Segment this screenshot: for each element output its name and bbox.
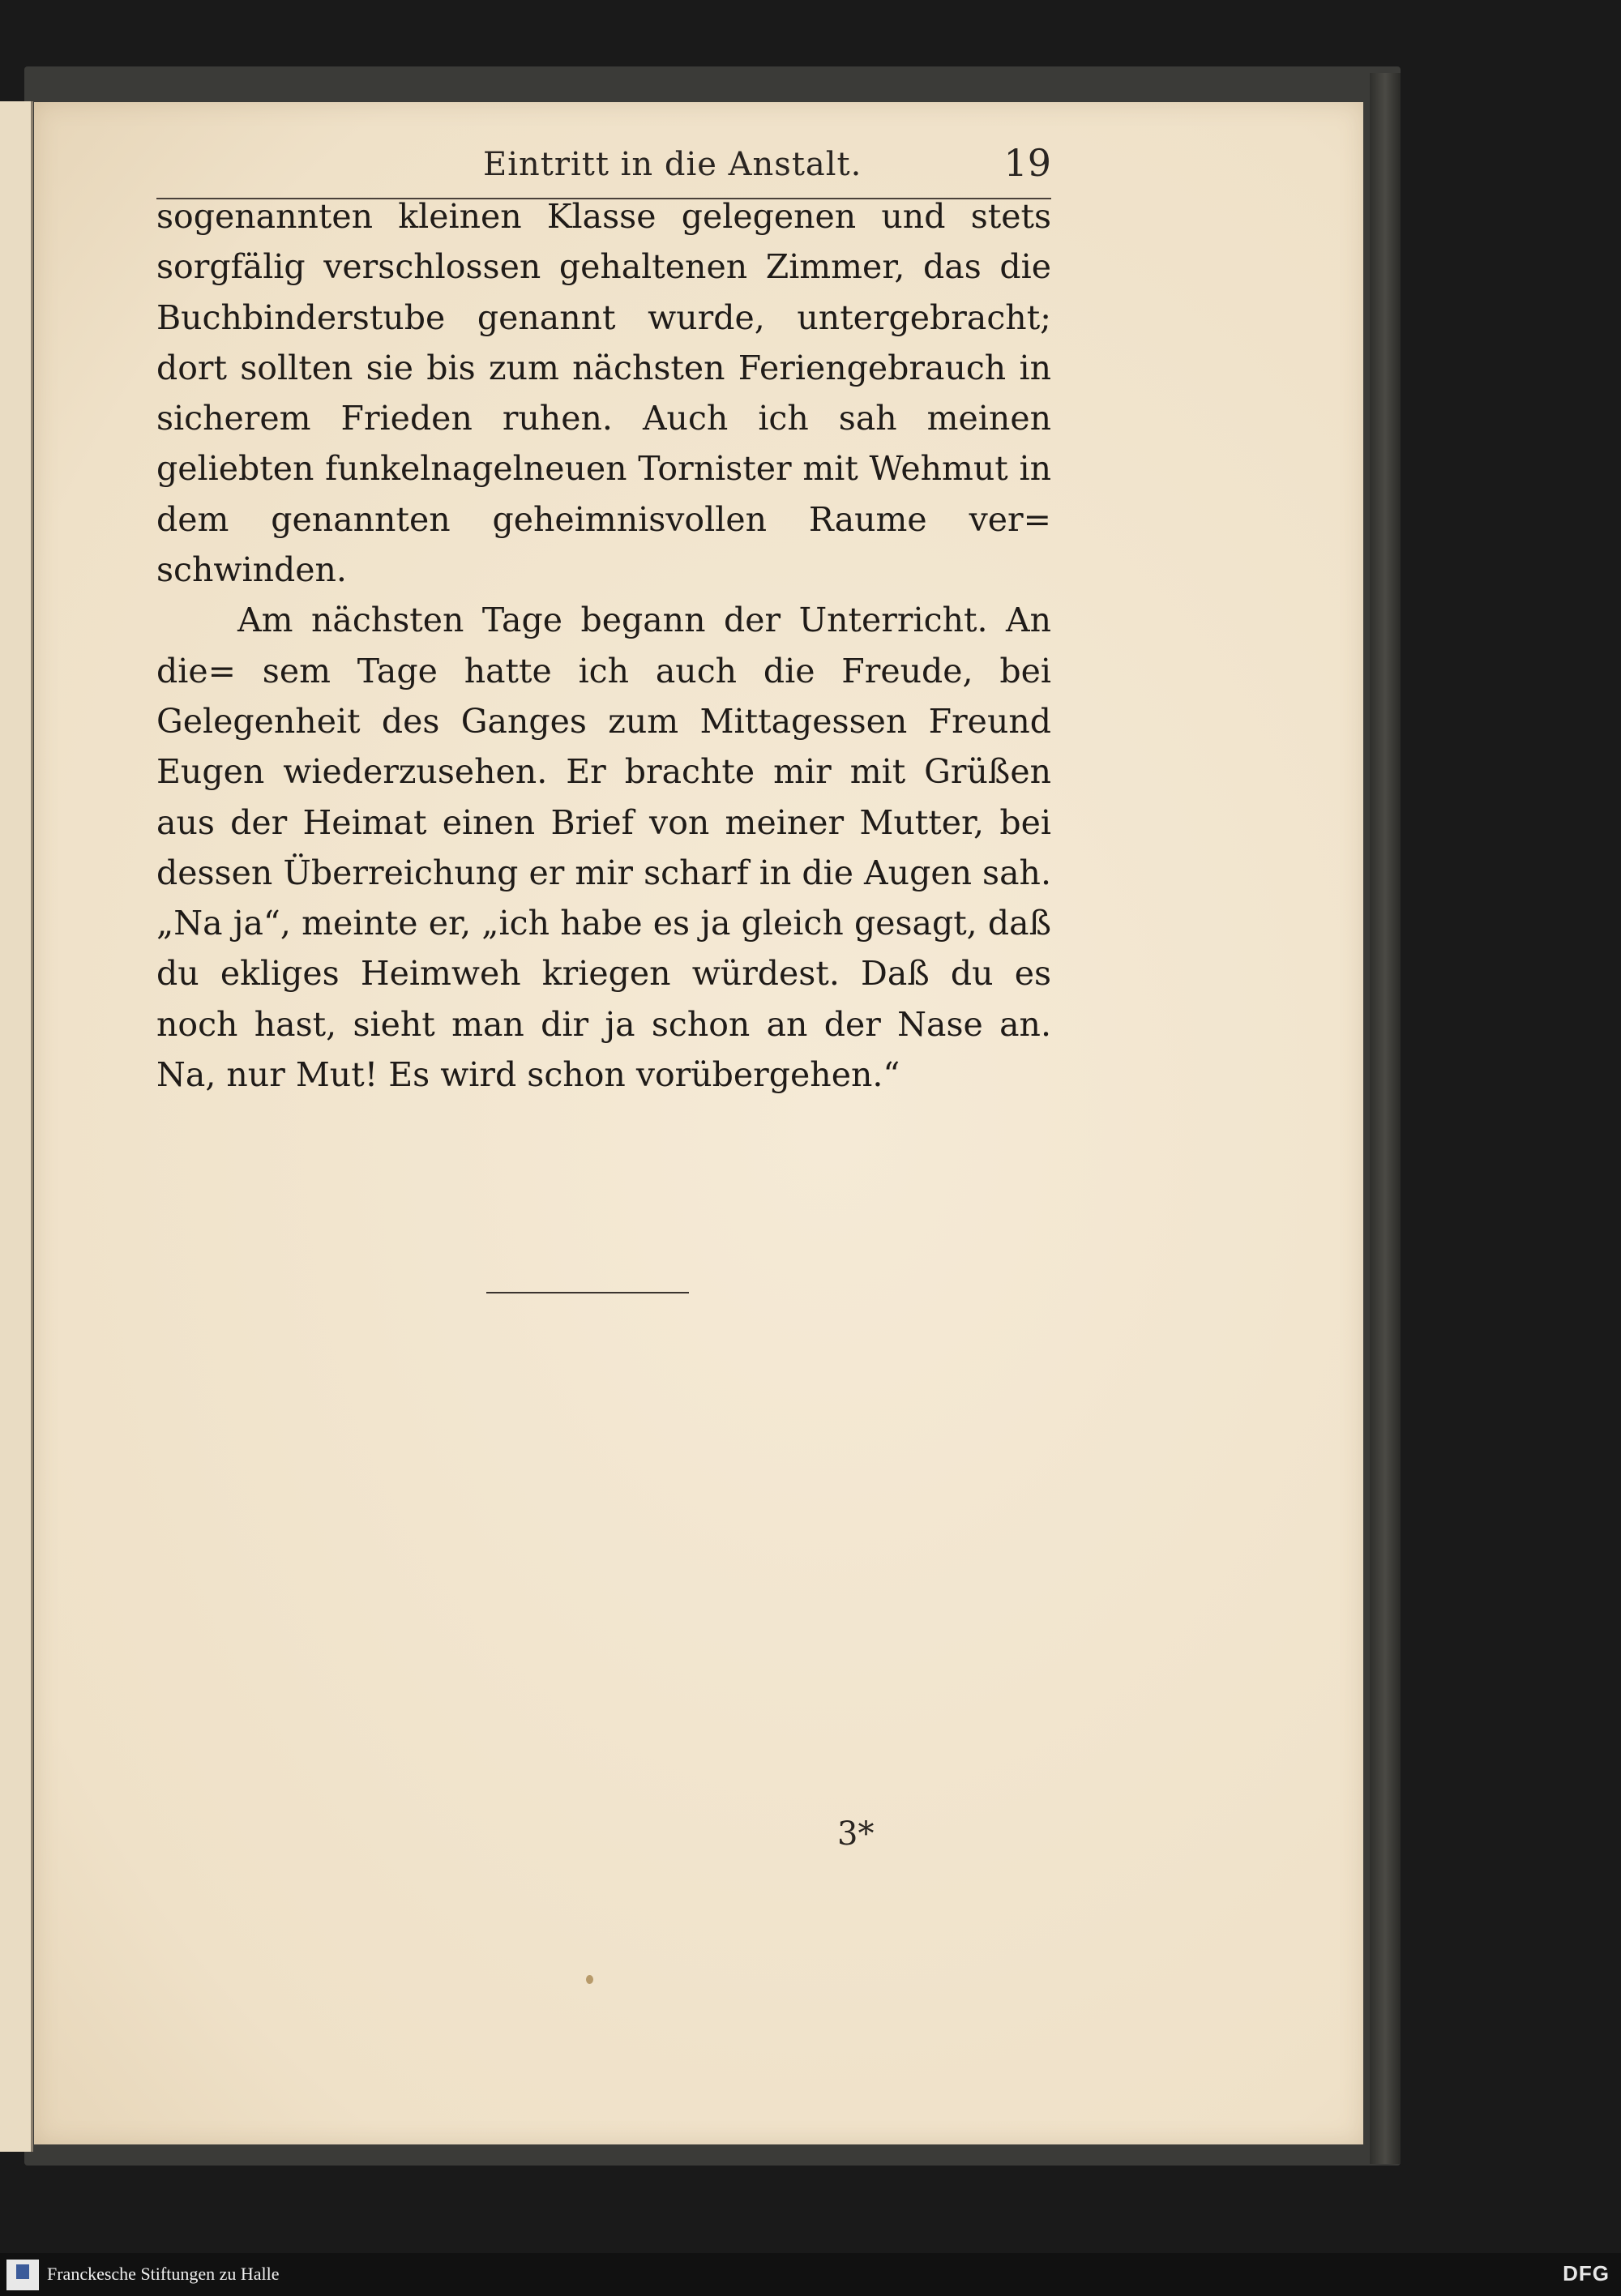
- institution-name: Franckesche Stiftungen zu Halle: [47, 2264, 280, 2284]
- paragraph-2: Am nächsten Tage begann der Unterricht. An die= sem Tage hatte ich auch die Freude, bei Gelegenheit des Ganges zum Mittagessen Freund Eugen wiederzusehen. Er brachte mir mit Grüßen aus der Heimat einen Brief von meiner Mutter, bei dessen Überreichung er mir scharf in die Augen sah. „Na ja“, meinte er, „ich habe es ja gleich gesagt, daß du ekliges Heimweh kriegen würdest. Daß du es noch hast, sieht man dir ja schon an der Nase an. Na, nur Mut! Es wird schon vorübergehen.“: [156, 601, 1051, 1095]
- running-head: [156, 141, 1051, 195]
- logo-emblem-icon: [16, 2264, 29, 2279]
- facing-page-edge: [0, 101, 33, 2152]
- institution-logo-icon: [6, 2260, 39, 2290]
- signature-mark: 3*: [837, 1815, 875, 1853]
- page-number: 19: [1003, 141, 1051, 185]
- book-board-edge: [1370, 73, 1401, 2164]
- body-text: [156, 191, 1051, 1100]
- section-end-rule: [486, 1292, 689, 1293]
- paper-speck: [586, 1975, 593, 1984]
- running-title: Eintritt in die Anstalt.: [483, 146, 862, 183]
- paragraph-1: sogenannten kleinen Klasse gelegenen und stets sorgfälig verschlossen gehaltenen Zimmer, das die Buchbinderstube genannt wurde, untergebracht; dort sollten sie bis zum nächsten Feriengebrauch in sicherem Frieden ruhen. Auch ich sah meinen geliebten funkelnagelneuen Tornister mit Wehmut in dem genannten geheimnisvollen Raume ver= schwinden.: [156, 197, 1051, 590]
- footer-bar: [0, 2253, 1621, 2296]
- dfg-logo: DFG: [1563, 2261, 1610, 2285]
